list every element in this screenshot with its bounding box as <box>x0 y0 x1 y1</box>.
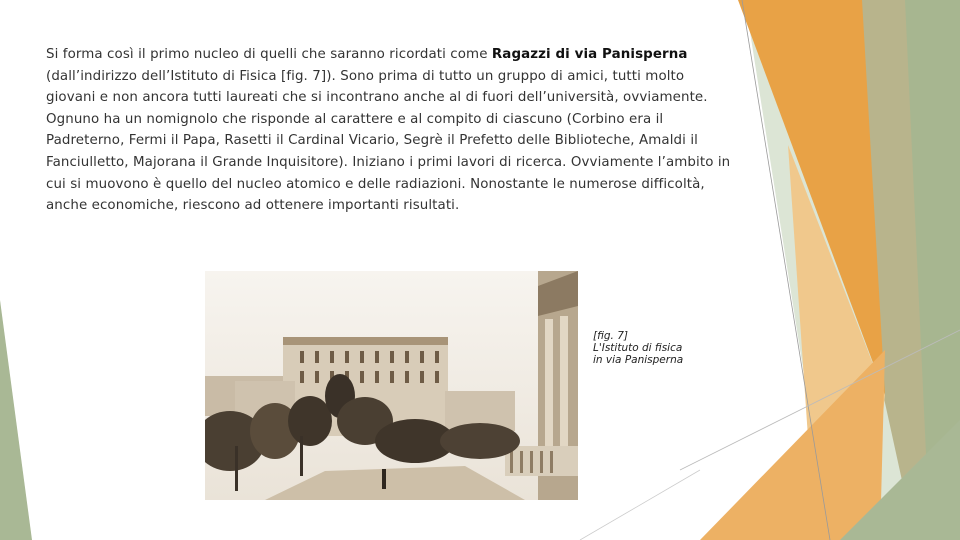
caption-figure-number: [fig. 7] <box>593 330 628 342</box>
body-paragraph <box>46 44 736 217</box>
body-text-part2: (dall’indirizzo dell’Istituto di Fisica [fig. 7]). Sono prima di tutto un gruppo di amici, tutti molto giovani e non ancora tutti laureati che si incontrano anche al di fuori dell’università, ovviamente. Ognuno ha un nomignolo che risponde al carattere e al compito di ciascuno (Corbino era il Padreterno, Fermi il Papa, Rasetti il Cardinal Vicario, Segrè il Prefetto delle Biblioteche, Amaldi il Fanciulletto, Majorana il Grande Inquisitore). Iniziano i primi lavori di ricerca. Ovviamente l’ambito in cui si muovono è quello del nucleo atomico e delle radiazioni. Nonostante le numerose difficoltà, anche economiche, riescono ad ottenere importanti risultati. <box>46 68 731 214</box>
left-green-sliver <box>0 300 32 540</box>
thin-line-c <box>580 470 700 540</box>
caption-location: in via Panisperna <box>593 354 684 366</box>
bottom-orange-triangle <box>700 350 885 540</box>
photo-figure <box>382 469 386 489</box>
caption-title: L'Istituto di fisica <box>593 342 683 354</box>
figure-caption <box>593 330 683 366</box>
body-text-bold: Ragazzi di via Panisperna <box>491 47 688 62</box>
body-text-part1: Si forma così il primo nucleo di quelli che saranno ricordati come <box>46 47 492 62</box>
institute-photo <box>205 271 578 500</box>
